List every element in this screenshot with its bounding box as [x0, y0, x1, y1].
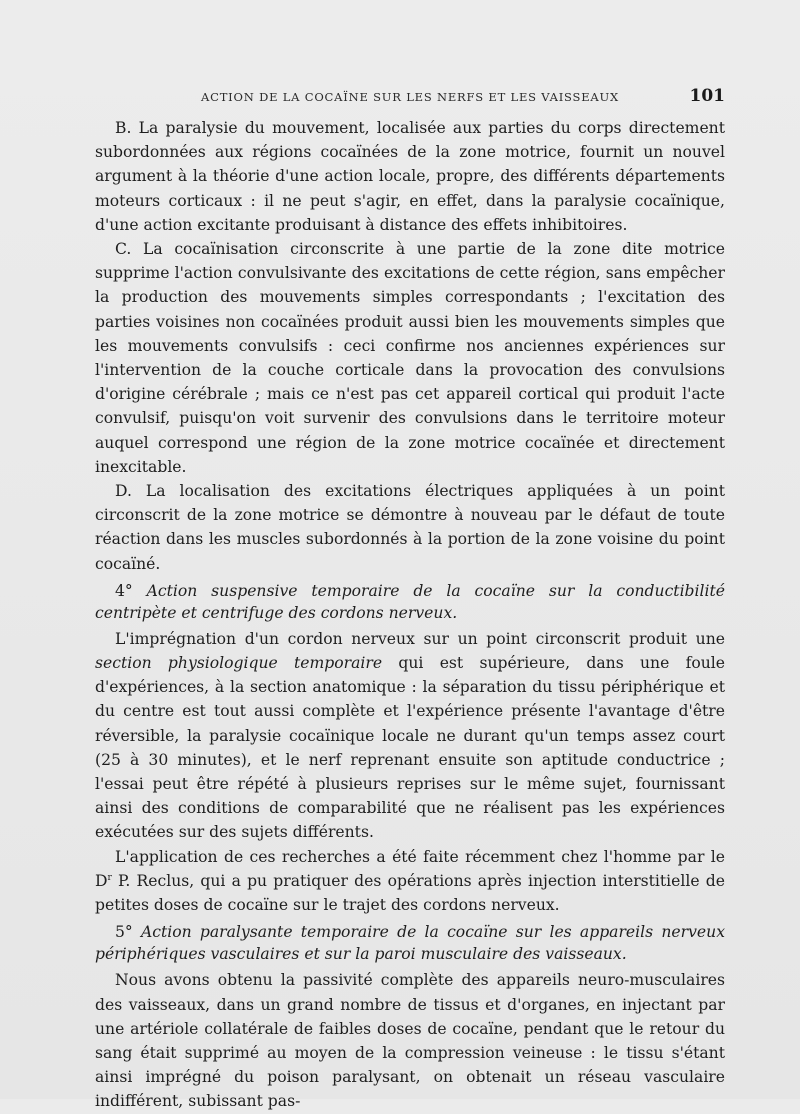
section-heading-4	[95, 580, 725, 624]
section-number-5: 5°	[115, 923, 133, 942]
paragraph-application	[95, 845, 725, 918]
paragraph-d: D. La localisation des excitations électriques appliquées à un point circonscrit de la zone motrice se démontre à nouveau par le défaut de toute réaction dans les muscles subordonnés à la portion de la zone voisine du point cocaïné.	[95, 482, 725, 573]
doctor-abbrev-superscript: r	[107, 872, 112, 883]
paragraph-application-end: P. Reclus, qui a pu pratiquer des opérations après injection interstitielle de petites doses de cocaïne sur le trajet des cordons nerveux.	[95, 871, 725, 915]
body-text	[95, 116, 725, 1114]
section-heading-5	[95, 921, 725, 965]
section-title-4: Action suspensive temporaire de la cocaïne sur la conductibilité centripète et centrifuge des cordons nerveux.	[95, 581, 725, 622]
emphasis-section-physiologique: section physiologique temporaire	[95, 654, 383, 673]
page-number: 101	[689, 86, 725, 106]
section-title-5: Action paralysante temporaire de la cocaïne sur les appareils nerveux périphériques vasculaires et sur la paroi musculaire des vaisseaux.	[95, 923, 725, 964]
running-title: ACTION DE LA COCAÏNE SUR LES NERFS ET LES VAISSEAUX	[201, 90, 619, 104]
paragraph-impregnation-end: qui est supérieure, dans une foule d'expériences, à la section anatomique : la séparation du tissu périphérique et du centre est tout aussi complète et l'expérience présente l'avantage d'être réversible, la paralysie cocaïnique locale ne durant qu'un temps assez court (25 à 30 minutes), et le nerf reprenant ensuite son aptitude conductrice ; l'essai peut être répété à plusieurs reprises sur le même sujet, fournissant ainsi des conditions de comparabilité que ne réalisent pas les expériences exécutées sur des sujets différents.	[95, 654, 725, 842]
paragraph-impregnation	[95, 627, 725, 845]
section-number-4: 4°	[115, 581, 133, 600]
paragraph-impregnation-start: L'imprégnation d'un cordon nerveux sur un point circonscrit produit une	[115, 629, 725, 648]
page-header	[95, 86, 725, 110]
paragraph-passivite: Nous avons obtenu la passivité complète des appareils neuro-musculaires des vaisseaux, dans un grand nombre de tissus et d'organes, en injectant par une artériole collatérale de faibles doses de cocaïne, pendant que le retour du sang était supprimé au moyen de la compression veineuse : le tissu s'étant ainsi imprégné du poison paralysant, on obtenait un réseau vasculaire indifférent, subissant pas-	[95, 971, 725, 1111]
paragraph-b: B. La paralysie du mouvement, localisée aux parties du corps directement subordonnées aux régions cocaïnées de la zone motrice, fournit un nouvel argument à la théorie d'une action locale, propre, des différents départements moteurs corticaux : il ne peut s'agir, en effet, dans la paralysie cocaïnique, d'une action excitante produisant à distance des effets inhibitoires.	[95, 119, 725, 234]
paragraph-c: C. La cocaïnisation circonscrite à une partie de la zone dite motrice supprime l'action convulsivante des excitations de cette région, sans empêcher la production des mouvements simples correspondants ; l'excitation des parties voisines non cocaïnées produit aussi bien les mouvements simples que les mouvements convulsifs : ceci confirme nos anciennes expériences sur l'intervention de la couche corticale dans la provocation des convulsions d'origine cérébrale ; mais ce n'est pas cet appareil cortical qui produit l'acte convulsif, puisqu'on voit survenir des convulsions dans le territoire moteur auquel correspond une région de la zone motrice cocaïnée et directement inexcitable.	[95, 240, 725, 476]
paragraph-application-start: L'application de ces recherches a été faite récemment chez l'homme par le D	[95, 847, 725, 890]
